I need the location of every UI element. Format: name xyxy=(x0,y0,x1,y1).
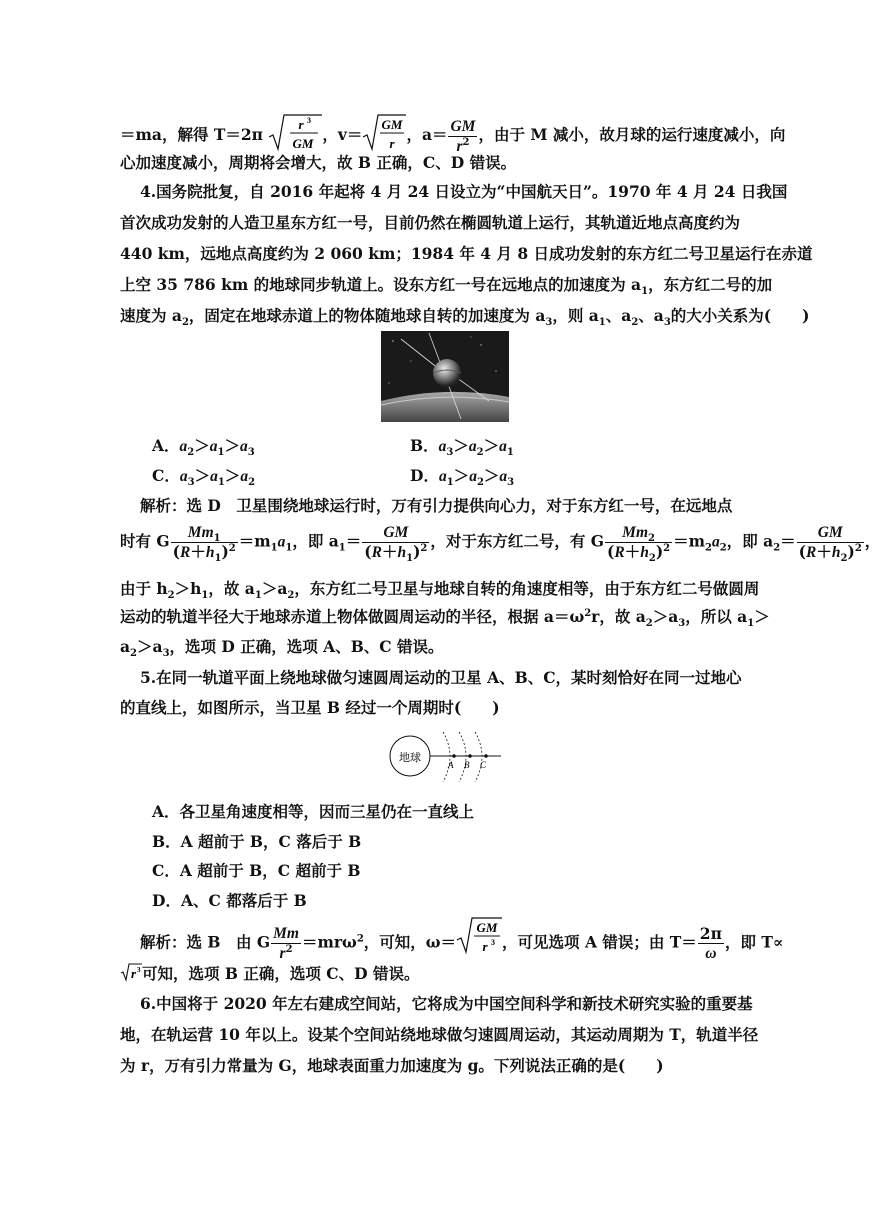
text-span: a xyxy=(120,637,131,656)
text-span: ＞h xyxy=(174,579,202,598)
text-span: ＝m xyxy=(673,531,706,551)
text-span: 、a xyxy=(605,306,632,325)
orbit-diagram xyxy=(383,730,503,786)
sqrt-r3 xyxy=(120,962,142,988)
label-b: B xyxy=(464,760,470,770)
text-span: C． xyxy=(152,466,180,485)
text-span: 运动的轨道半径大于地球赤道上物体做圆周运动的半径，根据 a＝ω xyxy=(120,607,585,626)
text-span: ，可知，ω＝ xyxy=(363,932,457,952)
svg-text:3: 3 xyxy=(137,966,141,974)
text-span: ＞a xyxy=(652,607,679,626)
text-span: ＝mrω xyxy=(301,932,357,952)
text-span: B． xyxy=(410,436,439,455)
q4-answer-line-1: 解析：选 D 卫星围绕地球运行时，万有引力提供向心力，对于东方红一号，在远地点 xyxy=(140,496,733,515)
frac-Mm1-over-Rh1: $\frac{Mm_1}{(R+h_1)^2}$ xyxy=(172,524,236,565)
q4-answer-line-4: 运动的轨道半径大于地球赤道上物体做圆周运动的半径，根据 $a=\omega^2r$，故 $a_2>a_3$，所以 $a_1>$ xyxy=(120,607,770,630)
q6-line-1: 6.中国将于 2020 年左右建成空间站，它将成为中国空间科学和新技术研究实验的重要基 xyxy=(140,994,753,1013)
text-span: 速度为 a xyxy=(120,306,182,325)
text-span: ，东方红二号卫星与地球自转的角速度相等，由于东方红二号做圆周 xyxy=(294,579,760,598)
svg-text:GM: GM xyxy=(381,117,403,132)
q5-answer-line-1: 解析：选 B 由 G $\frac{Mm}{r^2}$ ＝mrω$^2$，可知，ω＝ GM r 3 ，可见选项 A 错误；由 T＝ $\frac{2\pi}{\omega}$ ，即 T∝ xyxy=(140,916,783,971)
frac-Mm2-over-Rh2: $\frac{Mm_2}{(R+h_2)^2}$ xyxy=(607,524,671,565)
frac-GM-over-r2: $\frac{GM}{r^2}$ xyxy=(450,117,476,155)
text-span: ＝ma，解得 T＝2π xyxy=(120,125,264,144)
text-span: ＝m xyxy=(238,531,271,551)
q4-option-b[interactable]: B．$a_3>a_2>a_1$ xyxy=(410,436,514,459)
q4-option-a[interactable]: A．$a_2>a_1>a_3$ xyxy=(152,436,255,459)
q5-option-d[interactable]: D．A、C 都落后于 B xyxy=(152,891,307,910)
text-span: 、a xyxy=(638,306,664,325)
text-span: ， xyxy=(864,531,880,551)
q4-line-5: 速度为 $a_2$，固定在地球赤道上的物体随地球自转的加速度为 $a_3$，则 $a_1$、$a_2$、$a_3$的大小关系为( ) xyxy=(120,306,810,329)
svg-text:r: r xyxy=(482,939,488,954)
text-span: ，所以 a xyxy=(685,607,748,626)
svg-text:r: r xyxy=(131,966,137,981)
text-span: A． xyxy=(152,436,180,455)
q5-answer-line-2 xyxy=(120,962,419,988)
q5-line-1: 5.在同一轨道平面上绕地球做匀速圆周运动的卫星 A、B、C，某时刻恰好在同一过地心 xyxy=(140,668,742,687)
q4-line-1: 4.国务院批复，自 2016 年起将 4 月 24 日设立为“中国航天日”。1970 年 4 月 24 日我国 xyxy=(140,182,788,201)
q4-answer-line-5: $a_2>a_3$，选项 D 正确，选项 A、B、C 错误。 xyxy=(120,637,444,660)
frac-2pi-over-omega: $\frac{2\pi}{\omega}$ xyxy=(699,923,722,962)
q4-answer-line-3: 由于 $h_2>h_1$，故 $a_1>a_2$，东方红二号卫星与地球自转的角速度相等，由于东方红二号做圆周 xyxy=(120,579,760,602)
text-span: ，即 T∝ xyxy=(724,932,784,952)
q4-option-c[interactable]: C．$a_3>a_1>a_2$ xyxy=(152,466,256,489)
text-span: ，则 a xyxy=(552,306,599,325)
svg-text:GM: GM xyxy=(476,920,498,935)
earth-label: 地球 xyxy=(399,751,421,764)
q4-answer-line-2: 时有 G $\frac{Mm_1}{(R+h_1)^2}$ $=m_1a_1$，即 $a_1=$ $\frac{GM}{(R+h_1)^2}$ ，对于东方红二号，有 G $\frac{Mm_2}{(R+h_2)^2}$ $=m_2a_2$，即 $a_2=$ $\frac{GM}{(R+h_2)^2}$ ， xyxy=(120,524,880,565)
text-span: ，对于东方红二号，有 G xyxy=(430,531,605,551)
frac-Mm-over-r2: $\frac{Mm}{r^2}$ xyxy=(273,925,299,962)
text-span: ，即 a xyxy=(726,531,774,551)
q4-line-2: 首次成功发射的人造卫星东方红一号，目前仍然在椭圆轨道上运行，其轨道近地点高度约为 xyxy=(120,213,741,232)
label-a: A xyxy=(448,760,454,770)
svg-text:r: r xyxy=(298,117,304,132)
frac-GM-over-Rh2: $\frac{GM}{(R+h_2)^2}$ xyxy=(798,524,862,565)
q4-line-4: 上空 35 786 km 的地球同步轨道上。设东方红一号在远地点的加速度为 $a_1$，东方红二号的加 xyxy=(120,275,773,298)
satellite-photo xyxy=(381,331,509,422)
q5-option-b[interactable]: B．A 超前于 B，C 落后于 B xyxy=(152,832,362,851)
text-span: ，固定在地球赤道上的物体随地球自转的加速度为 a xyxy=(188,306,546,325)
svg-text:r: r xyxy=(389,136,395,151)
q5-option-a[interactable]: A．各卫星角速度相等，因而三星仍在一直线上 xyxy=(152,802,475,821)
text-span: D． xyxy=(410,466,439,485)
svg-text:3: 3 xyxy=(307,116,312,125)
text-span: ，可见选项 A 错误；由 T＝ xyxy=(502,932,697,952)
text-span: ，故 a xyxy=(208,579,255,598)
intro-line-2: 心加速度减小，周期将会增大，故 B 正确，C、D 错误。 xyxy=(120,153,517,172)
text-span: ＞a xyxy=(137,637,163,656)
text-span: ，a＝ xyxy=(406,125,448,144)
svg-text:3: 3 xyxy=(491,938,496,947)
q4-option-d[interactable]: D．$a_1>a_2>a_3$ xyxy=(410,466,515,489)
label-c: C xyxy=(480,760,487,770)
text-span: ＞a xyxy=(261,579,288,598)
q6-line-2: 地，在轨运营 10 年以上。设某个空间站绕地球做匀速圆周运动，其运动周期为 T，轨道半径 xyxy=(120,1025,759,1044)
sqrt-GM-over-r3 xyxy=(456,916,502,971)
q5-option-c[interactable]: C．A 超前于 B，C 超前于 B xyxy=(152,861,361,880)
text-span: 时有 G xyxy=(120,531,170,551)
text-span: 的大小关系为( ) xyxy=(670,306,810,325)
q5-line-2: 的直线上，如图所示，当卫星 B 经过一个周期时( ) xyxy=(120,698,500,717)
text-span: ，即 a xyxy=(292,531,339,551)
text-span: r，故 a xyxy=(591,607,646,626)
text-span: ，选项 D 正确，选项 A、B、C 错误。 xyxy=(169,637,444,656)
text-span: ，v＝ xyxy=(322,125,363,144)
text-span: ，东方红二号的加 xyxy=(648,275,773,294)
svg-text:GM: GM xyxy=(292,136,314,151)
text-span: 解析：选 B 由 G xyxy=(140,932,271,952)
text-span: 上空 35 786 km 的地球同步轨道上。设东方红一号在远地点的加速度为 a xyxy=(120,275,642,294)
text-span: ＝ xyxy=(345,531,362,551)
text-span: ＞ xyxy=(754,607,770,626)
text-span: ，由于 M 减小，故月球的运行速度减小，向 xyxy=(478,125,786,144)
frac-GM-over-Rh1: $\frac{GM}{(R+h_1)^2}$ xyxy=(364,524,428,565)
q4-line-3: 440 km，远地点高度约为 2 060 km；1984 年 4 月 8 日成功发射的东方红二号卫星运行在赤道 xyxy=(120,244,813,263)
text-span: 由于 h xyxy=(120,579,168,598)
text-span: 可知，选项 B 正确，选项 C、D 错误。 xyxy=(142,964,420,983)
text-span: ＝ xyxy=(780,531,796,551)
q6-line-3: 为 r，万有引力常量为 G，地球表面重力加速度为 g。下列说法正确的是( ) xyxy=(120,1056,664,1075)
